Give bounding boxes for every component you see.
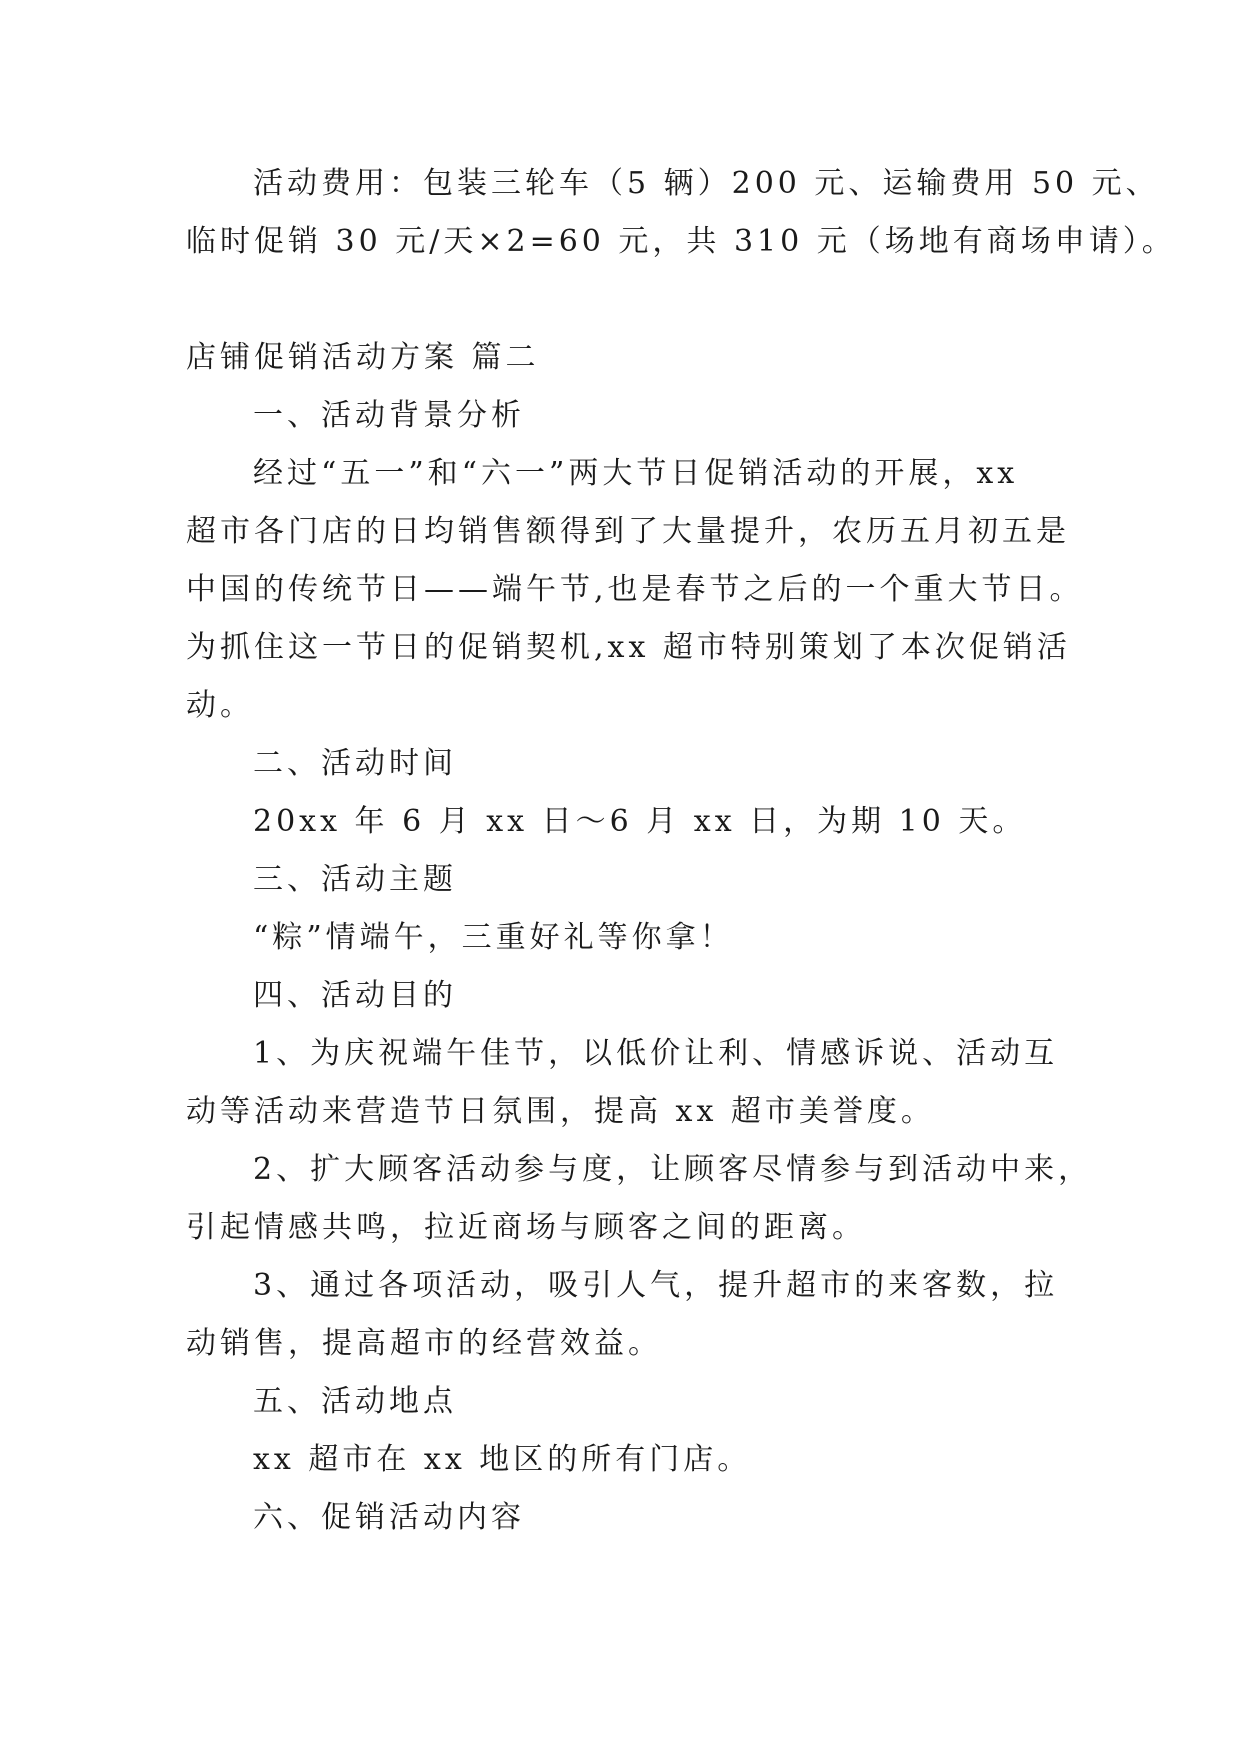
background-line-3: 中国的传统节日——端午节,也是春节之后的一个重大节日。 <box>186 572 1084 607</box>
background-line-1: 经过“五一”和“六一”两大节日促销活动的开展，xx <box>253 456 1019 491</box>
background-line-2: 超市各门店的日均销售额得到了大量提升，农历五月初五是 <box>186 514 1070 549</box>
purpose-2-line-2: 引起情感共鸣，拉近商场与顾客之间的距离。 <box>186 1210 866 1245</box>
background-line-4: 为抓住这一节日的促销契机,xx 超市特别策划了本次促销活 <box>186 630 1071 665</box>
purpose-2-line-1: 2、扩大顾客活动参与度，让顾客尽情参与到活动中来， <box>253 1152 1093 1187</box>
fee-paragraph-line-2: 临时促销 30 元/天×2=60 元，共 310 元（场地有商场申请）。 <box>186 224 1176 259</box>
time-text: 20xx 年 6 月 xx 日～6 月 xx 日，为期 10 天。 <box>253 804 1027 839</box>
heading-purpose: 四、活动目的 <box>253 978 457 1013</box>
location-text: xx 超市在 xx 地区的所有门店。 <box>253 1442 752 1477</box>
purpose-3-line-2: 动销售，提高超市的经营效益。 <box>186 1326 662 1361</box>
heading-theme: 三、活动主题 <box>253 862 457 897</box>
background-line-5: 动。 <box>186 688 254 723</box>
heading-time: 二、活动时间 <box>253 746 457 781</box>
section-title: 店铺促销活动方案 篇二 <box>186 340 540 375</box>
heading-background: 一、活动背景分析 <box>253 398 525 433</box>
theme-text: “粽”情端午，三重好礼等你拿！ <box>253 920 734 955</box>
purpose-3-line-1: 3、通过各项活动，吸引人气，提升超市的来客数，拉 <box>253 1268 1059 1303</box>
fee-paragraph-line-1: 活动费用：包装三轮车（5 辆）200 元、运输费用 50 元、 <box>253 166 1160 201</box>
purpose-1-line-2: 动等活动来营造节日氛围，提高 xx 超市美誉度。 <box>186 1094 935 1129</box>
heading-promotion-content: 六、促销活动内容 <box>253 1500 525 1535</box>
purpose-1-line-1: 1、为庆祝端午佳节，以低价让利、情感诉说、活动互 <box>253 1036 1059 1071</box>
heading-location: 五、活动地点 <box>253 1384 457 1419</box>
